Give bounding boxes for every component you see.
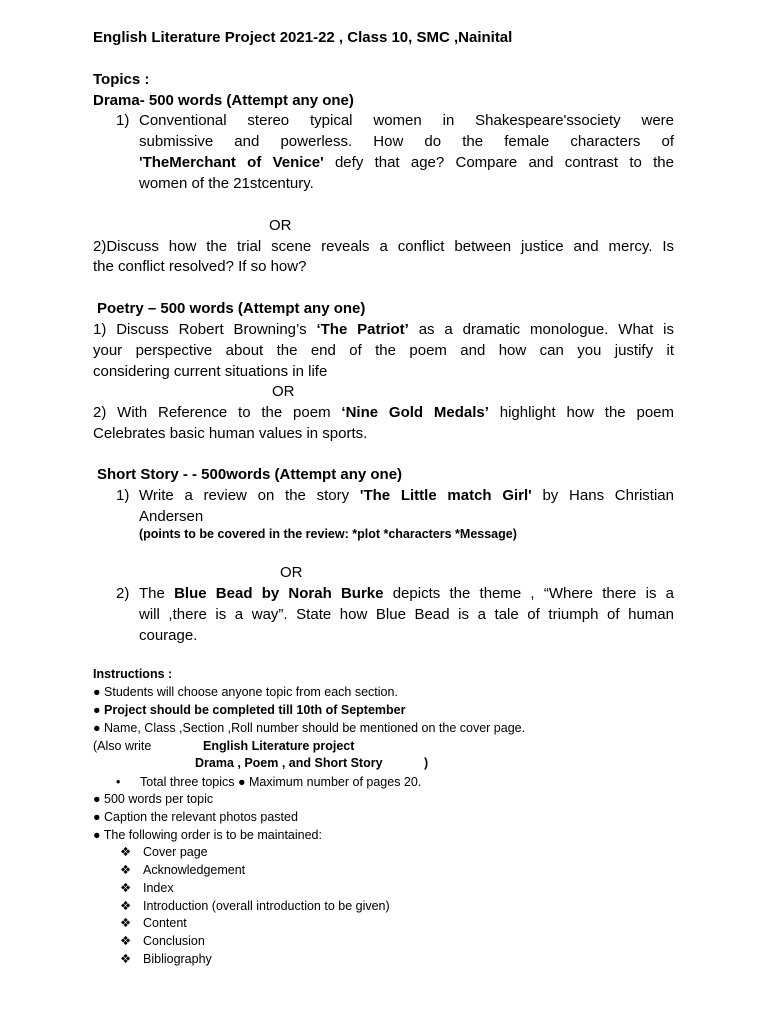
diamond-bullet-icon: ❖ [120, 881, 132, 895]
story-q1-number: 1) [116, 487, 130, 504]
instruction-item [93, 737, 674, 755]
order-item: Acknowledgement [143, 863, 246, 877]
drama-q1-line3 [139, 152, 674, 173]
bullet-icon: • [116, 775, 121, 789]
drama-q2-line2: the conflict resolved? If so how? [93, 258, 307, 275]
diamond-bullet-icon: ❖ [120, 916, 132, 930]
story-q2-line2: will ,there is a way”. State how Blue Bead is a tale of triumph of human [139, 606, 674, 623]
poetry-q2-line1 [93, 402, 674, 423]
poetry-q1-line3: considering current situations in life [93, 363, 328, 380]
order-item: Index [143, 881, 174, 895]
instruction-item: ● The following order is to be maintained: [93, 828, 322, 842]
instruction-sections-close: ) [424, 756, 429, 770]
story-q2-line1 [139, 583, 674, 604]
short-story-heading: Short Story - - 500words (Attempt any one) [97, 466, 403, 483]
instruction-item: Total three topics ● Maximum number of pages 20. [140, 775, 422, 789]
order-item: Content [143, 916, 187, 930]
diamond-bullet-icon: ❖ [120, 863, 132, 877]
instruction-item: ● Name, Class ,Section ,Roll number should be mentioned on the cover page. [93, 721, 526, 735]
page-title: English Literature Project 2021-22 , Class 10, SMC ,Nainital [93, 29, 513, 46]
order-item: Conclusion [143, 934, 205, 948]
instructions-heading: Instructions : [93, 667, 173, 681]
story-q2-number: 2) [116, 585, 130, 602]
drama-q2-line1: 2)Discuss how the trial scene reveals a conflict between justice and mercy. Is [93, 238, 674, 255]
drama-q1-line1: Conventional stereo typical women in Shakespeare'ssociety were [139, 112, 674, 129]
poetry-heading: Poetry – 500 words (Attempt any one) [97, 300, 366, 317]
drama-q1-line4: women of the 21stcentury. [139, 175, 314, 192]
diamond-bullet-icon: ❖ [120, 952, 132, 966]
poetry-q2-title: ‘Nine Gold Medals’ [341, 404, 489, 421]
story-q1-text-a: Write a review on the story [139, 487, 360, 504]
story-q1-note: (points to be covered in the review: *plot *characters *Message) [139, 527, 517, 541]
poetry-q2-text-a: 2) With Reference to the poem [93, 404, 342, 421]
instruction-item: ● Caption the relevant photos pasted [93, 810, 298, 824]
story-q1-title: 'The Little match Girl' [359, 487, 532, 504]
drama-q1-number: 1) [116, 112, 130, 129]
story-q1-text-b: by Hans Christian [531, 487, 674, 504]
drama-or: OR [269, 217, 292, 234]
order-item: Cover page [143, 845, 208, 859]
story-or: OR [280, 564, 303, 581]
story-q1-line1 [139, 485, 674, 506]
poetry-q1-text-a: 1) Discuss Robert Browning’s [93, 321, 317, 338]
instruction-item: ● Project should be completed till 10th of September [93, 703, 406, 717]
story-q1-line2: Andersen [139, 508, 204, 525]
poetry-or: OR [272, 383, 295, 400]
drama-q1-line2: submissive and powerless. How do the female characters of [139, 133, 674, 150]
instruction-project-name: English Literature project [203, 739, 355, 753]
instruction-item: ● 500 words per topic [93, 792, 214, 806]
poetry-q1-line1 [93, 319, 674, 340]
diamond-bullet-icon: ❖ [120, 845, 132, 859]
instruction-sections: Drama , Poem , and Short Story [195, 756, 383, 770]
story-q2-line3: courage. [139, 627, 198, 644]
poetry-q1-text-b: as a dramatic monologue. What is [408, 321, 674, 338]
poetry-q1-title: ‘The Patriot’ [316, 321, 409, 338]
topics-heading: Topics : [93, 71, 150, 88]
poetry-q2-text-b: highlight how the poem [488, 404, 675, 421]
instruction-item: ● Students will choose anyone topic from each section. [93, 685, 398, 699]
story-q2-title: Blue Bead by Norah Burke [174, 585, 384, 602]
instruction-also-write: (Also write [93, 739, 152, 753]
order-item: Introduction (overall introduction to be given) [143, 899, 390, 913]
poetry-q2-line2: Celebrates basic human values in sports. [93, 425, 368, 442]
drama-q1-line3-text: defy that age? Compare and contrast to the [323, 154, 674, 171]
diamond-bullet-icon: ❖ [120, 899, 132, 913]
drama-heading: Drama- 500 words (Attempt any one) [93, 92, 354, 109]
poetry-q1-line2: your perspective about the end of the poem and how can you justify it [93, 342, 674, 359]
story-q2-text-b: depicts the theme , “Where there is a [383, 585, 675, 602]
diamond-bullet-icon: ❖ [120, 934, 132, 948]
drama-q1-title: 'TheMerchant of Venice' [139, 154, 324, 171]
order-item: Bibliography [143, 952, 212, 966]
story-q2-text-a: The [139, 585, 175, 602]
